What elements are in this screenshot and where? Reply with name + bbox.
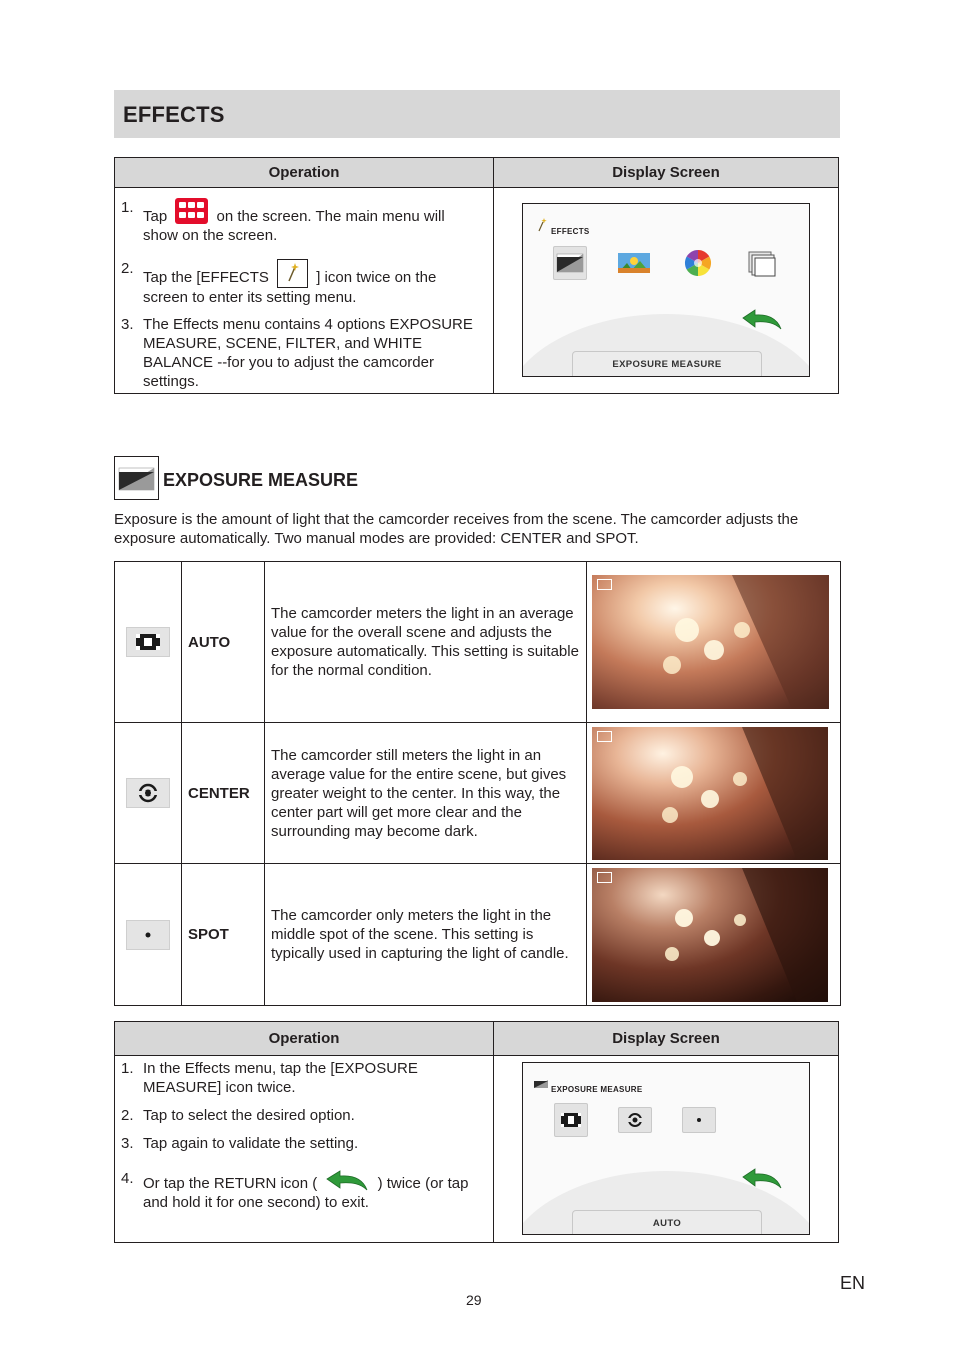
exposure-measure-icon[interactable] [553,246,587,280]
section-header [114,90,840,138]
step-1: 1. Tap on the screen. The main menu will show on the screen. [121,199,445,244]
step-1: 1. In the Effects menu, tap the [EXPOSURE MEASURE] icon twice. [121,1060,418,1096]
mode-row-spot [115,864,841,1006]
header-operation: Operation [115,1022,494,1056]
exposure-measure-icon [534,1079,548,1089]
operation-steps [115,1059,493,1212]
white-balance-icon[interactable] [745,246,779,280]
scene-icon[interactable] [617,246,651,280]
spot-metering-icon[interactable] [126,920,170,950]
header-display-screen: Display Screen [494,158,839,188]
step-3: 3. Tap again to validate the setting. [121,1135,359,1152]
return-icon[interactable] [741,1167,783,1191]
spot-sample-photo [592,868,828,1002]
auto-metering-icon[interactable] [554,1103,588,1137]
auto-metering-icon [597,579,612,590]
page-number: 29 [466,1292,482,1308]
step-3: 3. The Effects menu contains 4 options EXPOSURE MEASURE, SCENE, FILTER, and WHITE BALANCE --for you to adjust the camcorder settings. [121,316,473,390]
language-label: EN [840,1273,866,1293]
exposure-measure-screen [522,1062,810,1235]
mode-name-spot: SPOT [182,864,265,1006]
mode-row-center [115,723,841,864]
auto-sample-photo [592,575,829,709]
selected-option-label: EXPOSURE MEASURE [572,351,762,377]
auto-metering-icon[interactable] [126,627,170,657]
step-2: 2. Tap to select the desired option. [121,1107,355,1124]
exposure-intro: Exposure is the amount of light that the camcorder receives from the scene. The camcorder adjusts the exposure automatically. Two manual modes are provided: CENTER and SPOT. [114,511,799,547]
return-icon[interactable] [741,308,783,332]
header-operation: Operation [115,158,494,188]
center-metering-icon[interactable] [126,778,170,808]
spot-metering-icon [597,872,612,883]
display-screen-cell [494,1056,839,1243]
screen-title: EXPOSURE MEASURE [551,1085,643,1094]
exposure-measure-icon [114,456,159,500]
mode-row-auto [115,562,841,723]
operation-steps-cell [115,188,494,394]
operation-table-1 [114,157,839,394]
section-title: EFFECTS [123,102,225,127]
center-metering-icon[interactable] [618,1107,652,1133]
exposure-modes-table [114,561,841,1006]
step-2: 2. Tap the [EFFECTS ] icon twice on the screen to enter its setting menu. [121,260,437,306]
mode-name-center: CENTER [182,723,265,864]
effects-wand-icon [277,259,308,288]
center-metering-icon [597,731,612,742]
spot-metering-icon[interactable] [682,1107,716,1133]
center-sample-photo [592,727,828,860]
mode-desc-spot: The camcorder only meters the light in the middle spot of the scene. This setting is typically used in capturing the light of candle. [265,864,587,1006]
display-screen-cell [494,188,839,394]
filter-icon[interactable] [681,246,715,280]
mode-desc-center: The camcorder still meters the light in an average value for the entire scene, but gives greater weight to the center. In this way, the center part will get more clear and the surrounding may become dark. [265,723,587,864]
operation-table-2 [114,1021,839,1243]
operation-steps [115,198,493,391]
header-display-screen: Display Screen [494,1022,839,1056]
mode-name-auto: AUTO [182,562,265,723]
operation-steps-cell [115,1056,494,1243]
effects-menu-screen [522,203,810,377]
effects-wand-icon [537,218,547,232]
mode-desc-auto: The camcorder meters the light in an average value for the overall scene and adjusts the exposure automatically. This setting is suitable for the normal condition. [265,562,587,723]
main-menu-icon [175,198,208,224]
return-icon [325,1169,369,1193]
selected-option-label: AUTO [572,1210,762,1235]
screen-title: EFFECTS [551,227,590,236]
exposure-measure-title: EXPOSURE MEASURE [163,470,359,490]
step-4: 4. Or tap the RETURN icon ( ) twice (or tap and hold it for one second) to exit. [121,1170,469,1211]
